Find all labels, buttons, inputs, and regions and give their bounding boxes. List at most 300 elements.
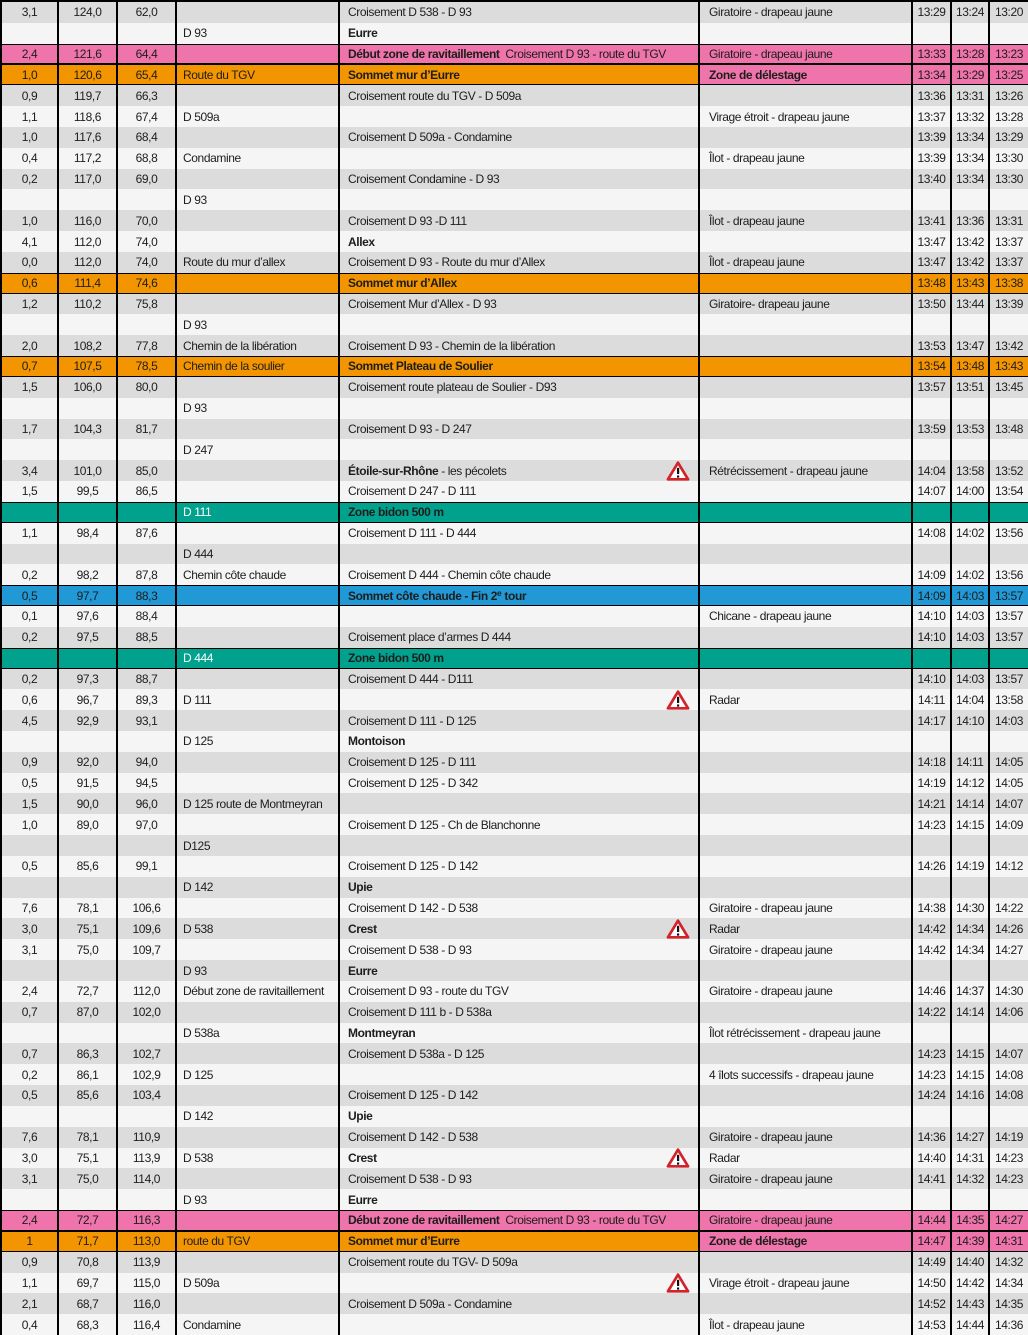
cell-place-description xyxy=(340,503,700,522)
cell-schedule-time-1: 14:47 xyxy=(913,1232,952,1251)
table-row xyxy=(0,793,1028,814)
cell-total-distance: 88,7 xyxy=(118,669,177,690)
cell-schedule-time-1 xyxy=(913,877,952,898)
cell-distance-to-go xyxy=(59,544,118,565)
cell-total-distance xyxy=(118,731,177,752)
table-row xyxy=(0,710,1028,731)
cell-road-name: D 93 xyxy=(177,960,340,981)
cell-road-name: D 444 xyxy=(177,649,340,668)
cell-schedule-time-3: 13:48 xyxy=(994,421,1024,436)
cell-total-distance: 62,0 xyxy=(118,2,177,23)
place-text-segment: Croisement D 111 b - D 538a xyxy=(348,1005,492,1020)
cell-distance-to-go: 97,3 xyxy=(59,669,118,690)
cell-schedule-time-3 xyxy=(990,731,1028,752)
cell-remark xyxy=(700,835,913,856)
cell-distance-to-go xyxy=(59,649,118,668)
cell-schedule-time-1: 13:47 xyxy=(913,231,952,252)
cell-total-distance: 87,8 xyxy=(118,564,177,585)
cell-place-description xyxy=(340,357,700,376)
cell-total-distance: 80,0 xyxy=(118,377,177,398)
place-text-segment: Croisement D 142 - D 538 xyxy=(348,1130,478,1145)
table-row xyxy=(0,106,1028,127)
cell-schedule-time-3 xyxy=(990,649,1028,668)
cell-remark xyxy=(700,1252,913,1273)
table-row xyxy=(0,564,1028,585)
table-row xyxy=(0,1002,1028,1023)
cell-total-distance: 99,1 xyxy=(118,856,177,877)
cell-total-distance: 116,4 xyxy=(118,1314,177,1335)
cell-leg-distance xyxy=(0,23,59,44)
cell-remark: Îlot - drapeau jaune xyxy=(700,1314,913,1335)
cell-remark xyxy=(700,1002,913,1023)
cell-remark xyxy=(700,357,913,376)
cell-schedule-time-2 xyxy=(952,314,990,335)
cell-road-name xyxy=(177,710,340,731)
cell-total-distance: 74,0 xyxy=(118,252,177,273)
cell-remark: Virage étroit - drapeau jaune xyxy=(700,1273,913,1294)
cell-schedule-time-1: 14:44 xyxy=(913,1211,952,1230)
cell-total-distance xyxy=(118,503,177,522)
cell-leg-distance: 1,2 xyxy=(0,294,59,315)
cell-schedule-time-3: 14:22 xyxy=(994,901,1024,916)
cell-place-description xyxy=(340,294,700,315)
cell-place-description xyxy=(340,335,700,356)
cell-distance-to-go: 104,3 xyxy=(59,419,118,440)
cell-total-distance xyxy=(118,1106,177,1127)
cell-schedule-time-3: 13:56 xyxy=(994,567,1024,582)
cell-schedule-time-1: 13:59 xyxy=(913,419,952,440)
cell-schedule-time-2: 13:28 xyxy=(952,45,990,64)
place-text-segment: Allex xyxy=(348,234,375,249)
cell-schedule-time-2: 14:42 xyxy=(952,1273,990,1294)
place-text-segment: Sommet mur d’Eurre xyxy=(348,67,460,82)
cell-place-description xyxy=(340,314,700,335)
cell-schedule-time-1: 14:18 xyxy=(913,752,952,773)
place-text-segment: Croisement D 125 - D 111 xyxy=(348,755,477,770)
cell-schedule-time-1: 14:42 xyxy=(913,918,952,939)
cell-distance-to-go: 117,6 xyxy=(59,127,118,148)
cell-schedule-time-1: 14:49 xyxy=(913,1252,952,1273)
cell-place-description xyxy=(340,793,700,814)
cell-remark xyxy=(700,377,913,398)
cell-distance-to-go xyxy=(59,398,118,419)
table-row xyxy=(0,356,1028,377)
cell-road-name xyxy=(177,669,340,690)
cell-distance-to-go: 97,7 xyxy=(59,586,118,605)
cell-schedule-time-3: 13:57 xyxy=(994,609,1024,624)
cell-total-distance: 106,6 xyxy=(118,898,177,919)
cell-total-distance xyxy=(118,314,177,335)
cell-place-description xyxy=(340,106,700,127)
cell-distance-to-go: 98,4 xyxy=(59,523,118,544)
cell-schedule-time-2: 14:32 xyxy=(952,1168,990,1189)
place-text-segment: Crest xyxy=(348,1150,377,1165)
cell-schedule-time-2: 14:19 xyxy=(952,856,990,877)
cell-schedule-time-2 xyxy=(952,649,990,668)
cell-schedule-time-2: 14:00 xyxy=(952,481,990,502)
cell-remark xyxy=(700,127,913,148)
cell-road-name: D 125 xyxy=(177,731,340,752)
cell-distance-to-go: 101,0 xyxy=(59,460,118,481)
cell-schedule-time-2: 13:44 xyxy=(952,294,990,315)
cell-schedule-time-2: 13:47 xyxy=(952,335,990,356)
cell-leg-distance xyxy=(0,189,59,210)
cell-place-description xyxy=(340,148,700,169)
cell-schedule-time-2: 13:51 xyxy=(952,377,990,398)
table-row xyxy=(0,398,1028,419)
cell-place-description xyxy=(340,960,700,981)
cell-distance-to-go: 75,0 xyxy=(59,939,118,960)
cell-distance-to-go xyxy=(59,439,118,460)
cell-distance-to-go: 75,0 xyxy=(59,1168,118,1189)
cell-schedule-time-1: 14:08 xyxy=(913,523,952,544)
cell-schedule-time-3: 13:58 xyxy=(994,692,1024,707)
cell-leg-distance: 3,0 xyxy=(0,1148,59,1169)
cell-schedule-time-1: 13:53 xyxy=(913,335,952,356)
cell-place-description xyxy=(340,460,700,481)
cell-schedule-time-1 xyxy=(913,835,952,856)
cell-leg-distance: 0,2 xyxy=(0,1064,59,1085)
cell-total-distance: 102,9 xyxy=(118,1064,177,1085)
table-row xyxy=(0,648,1028,669)
cell-place-description xyxy=(340,564,700,585)
place-text-segment: Début zone de ravitaillement xyxy=(348,47,500,62)
cell-remark xyxy=(700,231,913,252)
place-text-segment: Croisement D 125 - D 342 xyxy=(348,776,478,791)
place-text-segment: Croisement route du TGV - D 509a xyxy=(348,88,522,103)
cell-schedule-time-1: 14:23 xyxy=(913,1043,952,1064)
cell-total-distance: 64,4 xyxy=(118,45,177,64)
table-row xyxy=(0,773,1028,794)
place-text-segment: Croisement D 247 - D 111 xyxy=(348,484,477,499)
cell-place-description xyxy=(340,649,700,668)
cell-place-description xyxy=(340,856,700,877)
cell-remark xyxy=(700,856,913,877)
cell-leg-distance: 3,1 xyxy=(0,2,59,23)
cell-distance-to-go: 118,6 xyxy=(59,106,118,127)
cell-road-name xyxy=(177,127,340,148)
cell-schedule-time-3 xyxy=(990,1023,1028,1044)
cell-place-description xyxy=(340,274,700,293)
cell-schedule-time-1 xyxy=(913,503,952,522)
cell-total-distance: 116,3 xyxy=(118,1211,177,1230)
cell-road-name: D 142 xyxy=(177,1106,340,1127)
place-text-segment: Sommet côte chaude - Fin 2 xyxy=(348,588,497,603)
cell-road-name xyxy=(177,210,340,231)
cell-schedule-time-1 xyxy=(913,189,952,210)
cell-place-description xyxy=(340,1314,700,1335)
cell-place-description xyxy=(340,2,700,23)
cell-total-distance: 113,0 xyxy=(118,1232,177,1251)
table-row xyxy=(0,1314,1028,1335)
cell-distance-to-go: 117,2 xyxy=(59,148,118,169)
cell-schedule-time-2: 14:39 xyxy=(952,1232,990,1251)
cell-schedule-time-2: 13:42 xyxy=(952,252,990,273)
cell-remark xyxy=(700,523,913,544)
cell-schedule-time-1: 14:46 xyxy=(913,981,952,1002)
cell-distance-to-go: 68,7 xyxy=(59,1293,118,1314)
cell-leg-distance: 1,1 xyxy=(0,523,59,544)
cell-leg-distance: 3,4 xyxy=(0,460,59,481)
cell-place-description xyxy=(340,981,700,1002)
cell-schedule-time-3: 14:30 xyxy=(994,984,1024,999)
cell-remark xyxy=(700,1293,913,1314)
cell-schedule-time-2 xyxy=(952,398,990,419)
place-text-segment: Sommet Plateau de Soulier xyxy=(348,359,493,374)
cell-place-description xyxy=(340,1148,700,1169)
cell-schedule-time-1: 13:33 xyxy=(913,45,952,64)
table-row xyxy=(0,669,1028,690)
cell-place-description xyxy=(340,210,700,231)
cell-distance-to-go xyxy=(59,503,118,522)
cell-road-name: D 93 xyxy=(177,189,340,210)
cell-road-name xyxy=(177,1085,340,1106)
place-text-segment: Croisement D 93 - route du TGV xyxy=(348,984,509,999)
cell-schedule-time-3: 13:56 xyxy=(994,526,1024,541)
cell-schedule-time-2: 14:11 xyxy=(952,752,990,773)
cell-place-description xyxy=(340,939,700,960)
cell-leg-distance: 1,0 xyxy=(0,127,59,148)
place-text-segment: Upie xyxy=(348,1109,373,1124)
cell-schedule-time-1: 14:10 xyxy=(913,627,952,648)
cell-place-description xyxy=(340,1168,700,1189)
cell-schedule-time-2: 13:32 xyxy=(952,106,990,127)
cell-distance-to-go xyxy=(59,877,118,898)
cell-schedule-time-2: 14:37 xyxy=(952,981,990,1002)
cell-schedule-time-3: 13:52 xyxy=(994,463,1024,478)
cell-distance-to-go: 124,0 xyxy=(59,2,118,23)
cell-schedule-time-1 xyxy=(913,1106,952,1127)
cell-remark xyxy=(700,23,913,44)
cell-schedule-time-1 xyxy=(913,398,952,419)
cell-schedule-time-1: 14:10 xyxy=(913,669,952,690)
cell-remark: Îlot rétrécissement - drapeau jaune xyxy=(700,1023,913,1044)
cell-leg-distance: 2,0 xyxy=(0,335,59,356)
cell-place-description xyxy=(340,606,700,627)
cell-total-distance: 87,6 xyxy=(118,523,177,544)
place-text-segment: Croisement D 93 - Route du mur d’Allex xyxy=(348,255,545,270)
table-row xyxy=(0,1106,1028,1127)
table-row xyxy=(0,585,1028,606)
cell-schedule-time-1: 14:22 xyxy=(913,1002,952,1023)
place-text-segment: Sommet mur d’Eurre xyxy=(348,1234,460,1249)
table-row xyxy=(0,814,1028,835)
cell-schedule-time-3 xyxy=(990,23,1028,44)
cell-distance-to-go: 108,2 xyxy=(59,335,118,356)
place-text-segment: Croisement D 93 -D 111 xyxy=(348,213,467,228)
cell-schedule-time-3: 13:30 xyxy=(994,172,1024,187)
cell-leg-distance: 0,9 xyxy=(0,1252,59,1273)
cell-remark xyxy=(700,773,913,794)
cell-remark xyxy=(700,85,913,106)
cell-distance-to-go: 72,7 xyxy=(59,981,118,1002)
cell-schedule-time-1: 14:10 xyxy=(913,606,952,627)
cell-schedule-time-2: 14:34 xyxy=(952,918,990,939)
cell-road-name xyxy=(177,856,340,877)
cell-place-description xyxy=(340,65,700,84)
cell-schedule-time-3: 14:03 xyxy=(994,713,1024,728)
cell-total-distance: 109,6 xyxy=(118,918,177,939)
cell-total-distance xyxy=(118,960,177,981)
cell-remark xyxy=(700,669,913,690)
cell-schedule-time-1 xyxy=(913,23,952,44)
cell-leg-distance: 0,2 xyxy=(0,627,59,648)
cell-distance-to-go: 70,8 xyxy=(59,1252,118,1273)
cell-schedule-time-2 xyxy=(952,1023,990,1044)
cell-distance-to-go xyxy=(59,189,118,210)
cell-remark: 4 îlots successifs - drapeau jaune xyxy=(700,1064,913,1085)
cell-leg-distance: 1,0 xyxy=(0,814,59,835)
cell-place-description xyxy=(340,814,700,835)
table-row xyxy=(0,1252,1028,1273)
place-text-segment: Étoile-sur-Rhône xyxy=(348,463,439,478)
cell-road-name xyxy=(177,419,340,440)
cell-total-distance: 113,9 xyxy=(118,1252,177,1273)
cell-schedule-time-3 xyxy=(990,835,1028,856)
place-text-segment: Eurre xyxy=(348,26,378,41)
cell-road-name xyxy=(177,773,340,794)
place-text-segment: Zone bidon 500 m xyxy=(348,505,444,520)
cell-place-description xyxy=(340,1232,700,1251)
table-row xyxy=(0,169,1028,190)
cell-place-description xyxy=(340,689,700,710)
cell-road-name: D 111 xyxy=(177,689,340,710)
cell-distance-to-go: 112,0 xyxy=(59,231,118,252)
cell-schedule-time-1: 14:21 xyxy=(913,793,952,814)
cell-remark xyxy=(700,544,913,565)
cell-schedule-time-1: 14:04 xyxy=(913,460,952,481)
cell-schedule-time-1 xyxy=(913,731,952,752)
table-row xyxy=(0,314,1028,335)
cell-total-distance: 110,9 xyxy=(118,1127,177,1148)
cell-road-name: D 93 xyxy=(177,398,340,419)
cell-leg-distance: 4,1 xyxy=(0,231,59,252)
cell-schedule-time-3 xyxy=(990,314,1028,335)
cell-schedule-time-1: 13:36 xyxy=(913,85,952,106)
cell-schedule-time-2 xyxy=(952,877,990,898)
cell-remark: Radar xyxy=(700,918,913,939)
cell-distance-to-go: 75,1 xyxy=(59,918,118,939)
cell-schedule-time-1: 13:54 xyxy=(913,357,952,376)
cell-distance-to-go: 119,7 xyxy=(59,85,118,106)
table-row xyxy=(0,752,1028,773)
cell-road-name xyxy=(177,586,340,605)
cell-leg-distance: 1 xyxy=(0,1232,59,1251)
cell-leg-distance xyxy=(0,503,59,522)
cell-leg-distance xyxy=(0,544,59,565)
cell-leg-distance: 1,5 xyxy=(0,793,59,814)
cell-total-distance: 102,7 xyxy=(118,1043,177,1064)
cell-distance-to-go: 112,0 xyxy=(59,252,118,273)
cell-leg-distance: 2,4 xyxy=(0,981,59,1002)
table-row xyxy=(0,1127,1028,1148)
place-text-segment: Croisement D 538 - D 93 xyxy=(348,5,472,20)
cell-schedule-time-3: 13:42 xyxy=(994,338,1024,353)
cell-schedule-time-3: 14:23 xyxy=(994,1171,1024,1186)
cell-distance-to-go: 92,9 xyxy=(59,710,118,731)
cell-schedule-time-2: 14:12 xyxy=(952,773,990,794)
cell-total-distance xyxy=(118,1189,177,1210)
cell-leg-distance xyxy=(0,1106,59,1127)
cell-remark: Zone de délestage xyxy=(700,65,913,84)
place-text-segment: - les pécolets xyxy=(438,463,507,478)
cell-total-distance xyxy=(118,649,177,668)
cell-total-distance: 115,0 xyxy=(118,1273,177,1294)
cell-distance-to-go xyxy=(59,1189,118,1210)
cell-leg-distance: 1,1 xyxy=(0,1273,59,1294)
cell-remark xyxy=(700,877,913,898)
warning-triangle-icon xyxy=(666,1273,690,1294)
cell-schedule-time-1: 14:50 xyxy=(913,1273,952,1294)
cell-road-name xyxy=(177,1168,340,1189)
cell-place-description xyxy=(340,481,700,502)
cell-schedule-time-1: 14:53 xyxy=(913,1314,952,1335)
cell-place-description xyxy=(340,398,700,419)
cell-remark xyxy=(700,564,913,585)
cell-total-distance: 67,4 xyxy=(118,106,177,127)
cell-distance-to-go: 69,7 xyxy=(59,1273,118,1294)
cell-schedule-time-2 xyxy=(952,835,990,856)
cell-schedule-time-2: 14:40 xyxy=(952,1252,990,1273)
cell-place-description xyxy=(340,898,700,919)
cell-schedule-time-3: 14:12 xyxy=(994,859,1024,874)
cell-distance-to-go: 86,1 xyxy=(59,1064,118,1085)
table-row xyxy=(0,460,1028,481)
cell-total-distance: 97,0 xyxy=(118,814,177,835)
place-text-segment: Croisement D 444 - Chemin côte chaude xyxy=(348,567,551,582)
cell-total-distance: 86,5 xyxy=(118,481,177,502)
cell-distance-to-go: 85,6 xyxy=(59,1085,118,1106)
cell-road-name: Début zone de ravitaillement xyxy=(177,981,340,1002)
cell-place-description xyxy=(340,627,700,648)
cell-schedule-time-2: 14:31 xyxy=(952,1148,990,1169)
cell-leg-distance xyxy=(0,877,59,898)
cell-total-distance: 70,0 xyxy=(118,210,177,231)
cell-remark: Îlot - drapeau jaune xyxy=(700,252,913,273)
place-text-segment: Crest xyxy=(348,921,377,936)
place-text-segment: Croisement D 93 - Chemin de la libération xyxy=(348,338,556,353)
cell-schedule-time-2 xyxy=(952,503,990,522)
cell-place-description xyxy=(340,85,700,106)
cell-schedule-time-1: 13:40 xyxy=(913,169,952,190)
cell-schedule-time-1 xyxy=(913,544,952,565)
cell-distance-to-go: 107,5 xyxy=(59,357,118,376)
cell-schedule-time-1: 14:11 xyxy=(913,689,952,710)
cell-total-distance: 68,8 xyxy=(118,148,177,169)
cell-schedule-time-1: 14:36 xyxy=(913,1127,952,1148)
cell-schedule-time-3: 14:27 xyxy=(994,1213,1024,1228)
place-text-segment: Montmeyran xyxy=(348,1025,416,1040)
cell-leg-distance: 7,6 xyxy=(0,898,59,919)
cell-remark: Giratoire - drapeau jaune xyxy=(700,1127,913,1148)
cell-distance-to-go: 97,5 xyxy=(59,627,118,648)
table-row xyxy=(0,1148,1028,1169)
cell-place-description xyxy=(340,918,700,939)
table-row xyxy=(0,377,1028,398)
table-row xyxy=(0,877,1028,898)
cell-leg-distance xyxy=(0,1189,59,1210)
cell-leg-distance: 0,2 xyxy=(0,564,59,585)
warning-triangle-icon xyxy=(666,918,690,939)
cell-place-description xyxy=(340,45,700,64)
cell-schedule-time-3 xyxy=(990,1189,1028,1210)
cell-distance-to-go: 78,1 xyxy=(59,898,118,919)
table-row xyxy=(0,627,1028,648)
cell-schedule-time-2 xyxy=(952,189,990,210)
cell-leg-distance: 1,7 xyxy=(0,419,59,440)
cell-total-distance: 88,4 xyxy=(118,606,177,627)
cell-total-distance xyxy=(118,544,177,565)
